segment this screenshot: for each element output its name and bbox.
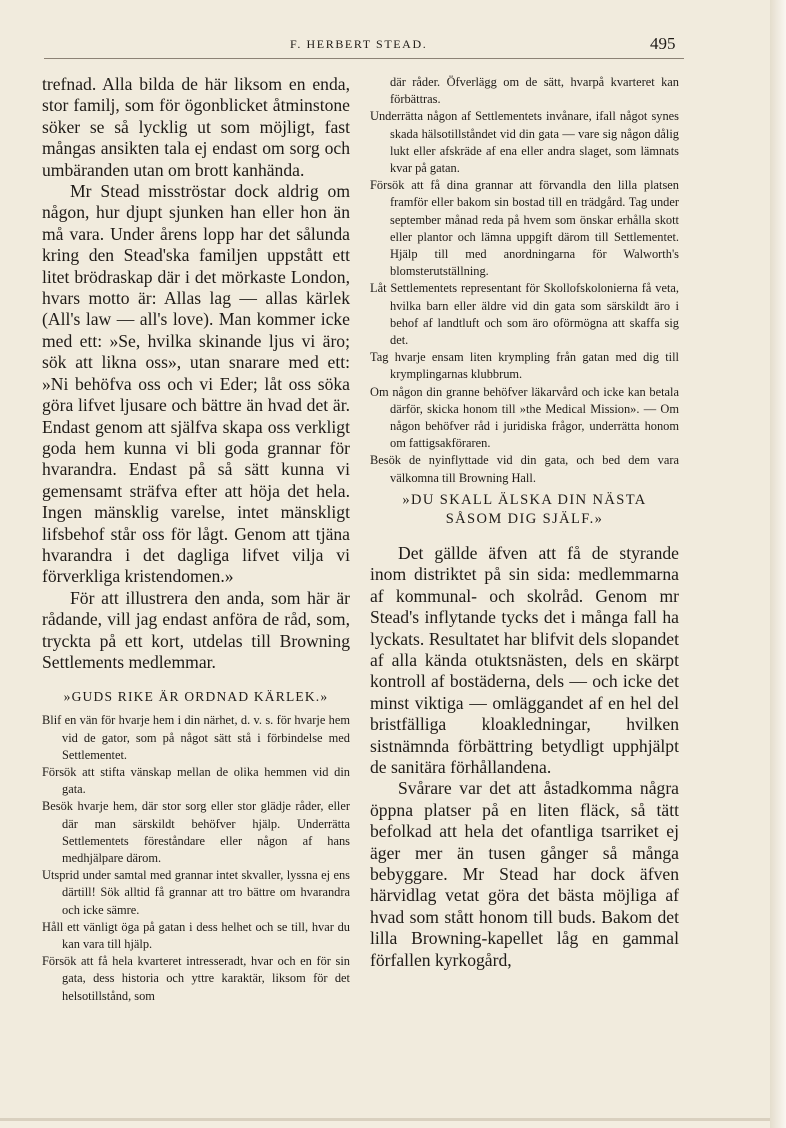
card-item: Besök hvarje hem, där stor sorg eller stor glädje råder, eller där man särskildt behöfver hjälp. Underrätta Settlementets föreståndare eller någon af hans medhjälpare därom. [42,799,350,865]
scan-edge [770,0,786,1128]
card-item: Försök att få dina grannar att förvandla den lilla platsen framför eller bakom sin bostad till en trädgård. Tag under september månad reda på hvem som önskar erhålla skott eller plantor och lämna uppgift därom till Settlementet. Hjälp till med anordningarna för Walworth's blomsterutställning. [370,178,679,279]
paragraph: Det gällde äfven att få de styrande inom distriktet på sin sida: medlemmarna af kommunal- och skolråd. Genom mr Stead's inflytande tycks det i många fall ha lyckats. Resultatet har blifvit dels slopandet af alla kända otuktsnästen, dels en skärpt kontroll af bostäderna, dels — och icke det minst viktiga — omläggandet af en hel del bristfälliga kloakledningar, hvilken sistnämnda förbättring betydligt upphjälpt de sanitära förhållandena. [370,542,679,777]
card-item: Håll ett vänligt öga på gatan i dess helhet och se till, hvar du kan vara till hjälp. [42,919,350,952]
card-heading: »GUDS RIKE ÄR ORDNAD KÄRLEK.» [63,689,329,705]
right-column [370,74,679,971]
paragraph: Svårare var det att åstadkomma några öppna platser på en liten fläck, så tätt befolkad att hela det ofantliga tsarriket ej äger mer än tusen gånger så många bebyggare. Mr Stead har dock äfven härvidlag vetat göra det bästa möjliga af hvad som stått honom till buds. Bakom det lilla Browning-kapellet låg en gammal förfallen kyrkogård, [370,778,679,970]
card-item: Underrätta någon af Settlementets invånare, ifall något synes skada hälsotillståndet vid din gata — vare sig någon dålig lukt eller afskräde af ena eller andra slaget, som lämnats kvar på gatan. [370,109,679,176]
card-item-continuation: där råder. Öfverlägg om de sätt, hvarpå kvarteret kan förbättras. [390,75,679,107]
running-title: F. HERBERT STEAD. [290,37,428,51]
running-header [0,34,770,58]
paragraph: Mr Stead misströstar dock aldrig om någon, hur djupt sjunken han eller hon än må vara. Under årens lopp har det sålunda kring den Stead'ska familjen uppstått ett litet brödraskap där i det mörkaste London, hvars motto är: Allas lag — allas kärlek (All's law — all's love). Man kommer icke med ett: »Se, hvilka skinande ljus vi äro; sök att likna oss», utan snarare med ett: »Ni behöfva oss och vi Eder; låt oss söka göra lifvet ljusare och bättre än hvad det är. Endast genom att själfva skapa oss verkligt goda hem kunna vi bli goda grannar för hvarandra. Endast på så sätt kunna vi gemensamt sträfva efter att höja det hela. Ingen mänsklig varelse, intet mänskligt lifsbehof står oss för lågt. Genom att tjäna hvarandra i det dagliga lifvet vilja vi förverkliga kristendomen.» [42,181,350,587]
header-rule [44,58,684,59]
closing-heading [370,491,679,529]
card-item: Låt Settlementets representant för Skollofskolonierna få veta, hvilka barn eller äldre vid din gata som särskildt äro i behof af landtluft och som äro oförmögna att skaffa sig det. [370,281,679,348]
card-item: Om någon din granne behöfver läkarvård och icke kan betala därför, skicka honom till »the Medical Mission». — Om någon behöfver råd i juridiska frågor, underrätta honom om fattigsakföraren. [370,384,679,451]
left-column [42,74,350,1005]
card-item: Utsprid under samtal med grannar intet skvaller, lyssna ej ens därtill! Sök alltid få grannar att tro bättre om hvarandra och icke sämre. [42,868,350,917]
closing-heading-line: SÅSOM DIG SJÄLF.» [445,510,604,527]
card-item: Försök att stifta vänskap mellan de olika hemmen vid din gata. [42,764,350,797]
card-item: Tag hvarje ensam liten krympling från gatan med dig till krymplingarnas klubbrum. [370,350,679,382]
card-item: Besök de nyinflyttade vid din gata, och bed dem vara välkomna till Browning Hall. [370,453,679,485]
paragraph: trefnad. Alla bilda de här liksom en enda, stor familj, som för ögonblicket åtminstone söker se så lycklig ut som möjligt, fast mångas ansikten tala ej endast om sorg och umbäranden utan om brott kanhända. [42,74,350,180]
card-item: Försök att få hela kvarteret intresseradt, hvar och en för sin gata, dess historia och yttre karaktär, liksom för det helsotillstånd, som [42,954,350,1003]
card-item: Blif en vän för hvarje hem i din närhet, d. v. s. för hvarje hem vid de gator, som på något sätt stå i förbindelse med Settlementet. [42,713,350,762]
page-number: 495 [650,34,676,53]
paragraph: För att illustrera den anda, som här är rådande, vill jag endast anföra de råd, som, tryckta på ett kort, utdelas till Browning Settlements medlemmar. [42,587,350,672]
closing-heading-line: »DU SKALL ÄLSKA DIN NÄSTA [402,491,647,508]
